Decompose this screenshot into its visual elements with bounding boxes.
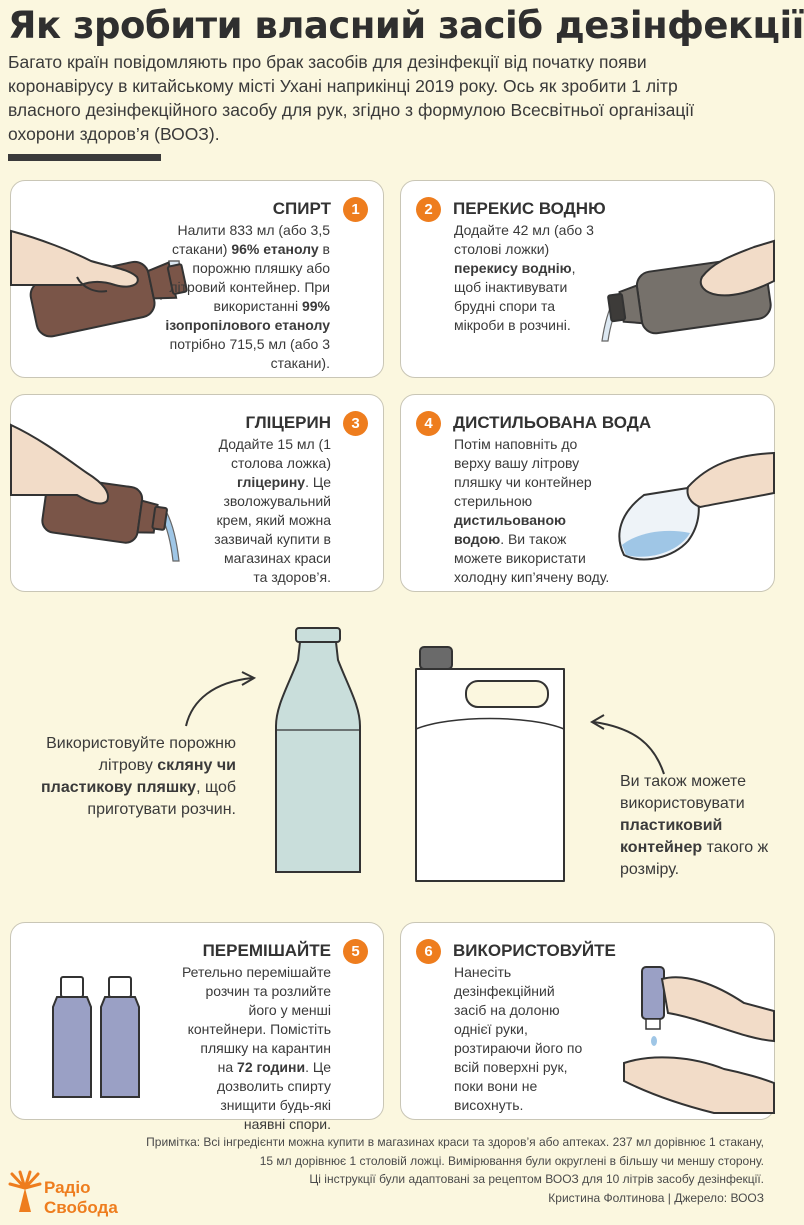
step-number-badge-4: 4 bbox=[416, 411, 441, 436]
emphasis-text: 96% етанолу bbox=[231, 241, 319, 257]
plastic-container-caption bbox=[620, 771, 770, 881]
step-text-2 bbox=[454, 221, 596, 335]
hand-sanitizing-illustration bbox=[604, 923, 774, 1113]
text-segment: такого ж розміру. bbox=[620, 839, 769, 878]
step-number-badge-5: 5 bbox=[343, 939, 368, 964]
step-text-6 bbox=[454, 963, 586, 1115]
text-segment: Додайте 42 мл (або 3 столові ложки) bbox=[454, 222, 594, 257]
footnote-line-2: 15 мл дорівнює 1 столовій ложці. Вимірювання були округлені в більшу чи меншу сторону. bbox=[259, 1153, 764, 1168]
step-text-3 bbox=[207, 435, 331, 587]
emphasis-text: пластиковий контейнер bbox=[620, 817, 723, 856]
logo-line-2: Свобода bbox=[44, 1198, 118, 1217]
glass-bottle-illustration bbox=[268, 626, 368, 876]
text-segment: в порожню пляшку або літровий контейнер. При використанні bbox=[169, 241, 330, 314]
step-heading-2: ПЕРЕКИС ВОДНЮ bbox=[453, 199, 606, 218]
emphasis-text: гліцерину bbox=[237, 474, 306, 490]
intro-text: Багато країн повідомляють про брак засобів для дезінфекції від початку появи коронавірусу в китайському місті Ухані наприкінці 2019 року. Ось як зробити 1 літр власного дезінфекційного засобу для рук, згідно з формулою Всесвітньої організації охорони здоров’я (ВООЗ). bbox=[8, 52, 695, 144]
measuring-jug-illustration bbox=[604, 395, 774, 591]
footnote-line-1: Примітка: Всі інгредієнти можна купити в магазинах краси та здоров’я або аптеках. 237 мл дорівнює 1 стакану, bbox=[146, 1135, 764, 1149]
step-number-badge-2: 2 bbox=[416, 197, 441, 222]
step-card-4 bbox=[400, 394, 775, 592]
text-segment: Додайте 15 мл (1 столова ложка) bbox=[218, 436, 331, 471]
glass-bottle-caption bbox=[24, 733, 236, 821]
step-number-badge-1: 1 bbox=[343, 197, 368, 222]
step-card-5 bbox=[10, 922, 384, 1132]
text-segment: , щоб приготувати розчин. bbox=[87, 779, 236, 818]
text-segment: . Ви також можете використати холодну кип’ячену воду. bbox=[454, 531, 610, 585]
step-card-3 bbox=[10, 394, 384, 592]
plastic-canister-illustration bbox=[410, 645, 570, 885]
title-divider bbox=[8, 154, 161, 161]
peroxide-bottle-illustration bbox=[594, 181, 774, 377]
page-title: Як зробити власний засіб дезінфекції bbox=[8, 4, 804, 47]
radio-svoboda-logo-icon bbox=[8, 1170, 42, 1214]
step-text-4 bbox=[454, 435, 614, 587]
emphasis-text: скляну чи пластикову пляшку bbox=[41, 757, 236, 796]
small-bottles-illustration bbox=[47, 967, 157, 1117]
emphasis-text: 99% ізопропілового етанолу bbox=[165, 298, 330, 333]
step-text-1 bbox=[163, 221, 330, 373]
step-heading-5: ПЕРЕМІШАЙТЕ bbox=[202, 941, 331, 960]
footnote bbox=[84, 1133, 764, 1207]
right-arrow-pointer bbox=[584, 708, 674, 778]
step-card-6 bbox=[400, 922, 775, 1120]
glycerin-bottle-illustration bbox=[11, 395, 201, 591]
left-arrow-pointer bbox=[180, 670, 270, 730]
emphasis-text: перекису воднію bbox=[454, 260, 572, 276]
credit-line: Кристина Фолтинова | Джерело: ВООЗ bbox=[548, 1190, 764, 1205]
logo-line-1: Радіо bbox=[44, 1178, 91, 1197]
text-segment: потрібно 715,5 мл (або 3 стакани). bbox=[169, 336, 330, 371]
step-heading-4: ДИСТИЛЬОВАНА ВОДА bbox=[453, 413, 652, 432]
text-segment: . Це зволожувальний крем, який можна зазвичай купити в магазинах краси та здоров’я. bbox=[214, 474, 331, 585]
text-segment: , щоб інактивувати брудні спори та мікроби в розчині. bbox=[454, 260, 576, 333]
text-segment: . Це дозволить спирту знищити будь-які наявні спори. bbox=[216, 1059, 331, 1132]
text-segment: Налити 833 мл (або 3,5 стакани) bbox=[171, 222, 330, 257]
step-card-2 bbox=[400, 180, 775, 378]
text-segment: Використовуйте порожню літрову bbox=[46, 735, 236, 774]
emphasis-text: дистильованою водою bbox=[454, 512, 566, 547]
text-segment: Нанесіть дезінфекційний засіб на долоню однієї руки, розтираючи його по всій поверхні рук, поки вони не висохнуть. bbox=[454, 964, 583, 1113]
step-number-badge-3: 3 bbox=[343, 411, 368, 436]
emphasis-text: 72 години bbox=[237, 1059, 306, 1075]
footnote-line-3: Ці інструкції були адаптовані за рецептом ВООЗ для 10 літрів засобу дезінфекції. bbox=[309, 1172, 764, 1186]
step-heading-1: СПИРТ bbox=[272, 199, 331, 218]
step-heading-6: ВИКОРИСТОВУЙТЕ bbox=[453, 941, 616, 960]
text-segment: Потім наповніть до верху вашу літрову пляшку чи контейнер стерильною bbox=[454, 436, 592, 509]
step-heading-3: ГЛІЦЕРИН bbox=[245, 413, 331, 432]
step-number-badge-6: 6 bbox=[416, 939, 441, 964]
brand-logo-text[interactable] bbox=[44, 1178, 118, 1218]
text-segment: Ретельно перемішайте розчин та розлийте його у менші контейнери. Помістіть пляшку на карантин на bbox=[181, 964, 331, 1075]
step-card-1 bbox=[10, 180, 384, 378]
text-segment: Ви також можете використовувати bbox=[620, 773, 746, 812]
step-text-5 bbox=[181, 963, 331, 1134]
